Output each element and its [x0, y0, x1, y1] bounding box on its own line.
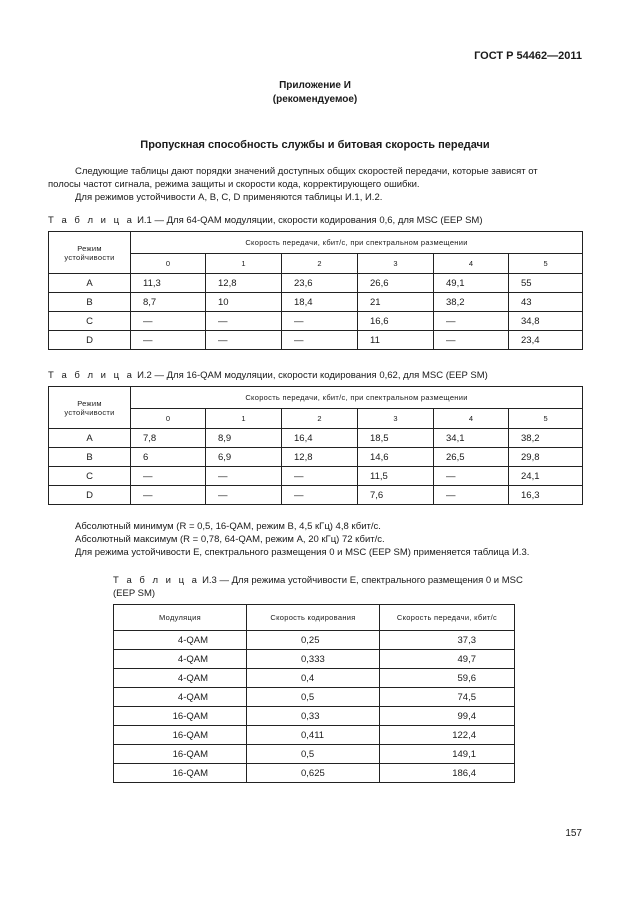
rate-cell: 12,8 — [206, 274, 282, 293]
note-line-1: Абсолютный минимум (R = 0,5, 16-QAM, режим B, 4,5 кГц) 4,8 кбит/с. — [75, 521, 381, 532]
rate-cell: 24,1 — [509, 467, 583, 486]
mode-cell: C — [49, 467, 131, 486]
table1-index-cell: 0 — [131, 254, 206, 274]
table-row — [49, 429, 583, 448]
rate-cell: 23,4 — [509, 331, 583, 350]
appendix-title: Приложение И — [279, 80, 351, 91]
modulation-cell: 16-QAM — [114, 707, 247, 726]
rate-cell: 18,5 — [358, 429, 434, 448]
bit-rate-cell: 49,7 — [380, 650, 515, 669]
table-row — [114, 707, 515, 726]
rate-cell: — — [282, 486, 358, 505]
table1-index-cell: 2 — [282, 254, 358, 274]
table3-caption — [113, 575, 523, 586]
table3-caption-prefix: Т а б л и ц а — [113, 575, 200, 586]
code-rate-cell: 0,5 — [247, 688, 380, 707]
bit-rate-cell: 149,1 — [380, 745, 515, 764]
table3-header-bit-rate: Скорость передачи, кбит/с — [380, 605, 515, 631]
rate-cell: — — [434, 331, 509, 350]
modulation-cell: 4-QAM — [114, 650, 247, 669]
rate-cell: — — [282, 467, 358, 486]
rate-cell: 38,2 — [509, 429, 583, 448]
bit-rate-cell: 37,3 — [380, 631, 515, 650]
rate-cell: 11 — [358, 331, 434, 350]
table3-header-code-rate: Скорость кодирования — [247, 605, 380, 631]
table2 — [48, 386, 583, 505]
mode-cell: A — [49, 429, 131, 448]
table2-header-rate: Скорость передачи, кбит/с, при спектральном размещении — [131, 387, 583, 409]
mode-cell: B — [49, 293, 131, 312]
code-rate-cell: 0,333 — [247, 650, 380, 669]
table1-index-cell: 3 — [358, 254, 434, 274]
table-row — [114, 726, 515, 745]
code-rate-cell: 0,25 — [247, 631, 380, 650]
table2-caption-text: И.2 — Для 16-QAM модуляции, скорости кодирования 0,62, для MSC (EEP SM) — [137, 370, 488, 381]
table-row — [114, 745, 515, 764]
bit-rate-cell: 59,6 — [380, 669, 515, 688]
page-number: 157 — [565, 828, 582, 839]
rate-cell: 29,8 — [509, 448, 583, 467]
rate-cell: 38,2 — [434, 293, 509, 312]
code-rate-cell: 0,5 — [247, 745, 380, 764]
code-rate-cell: 0,4 — [247, 669, 380, 688]
bit-rate-cell: 74,5 — [380, 688, 515, 707]
table3-header-modulation: Модуляция — [114, 605, 247, 631]
table-row — [114, 650, 515, 669]
code-rate-cell: 0,411 — [247, 726, 380, 745]
rate-cell: 6,9 — [206, 448, 282, 467]
rate-cell: 11,5 — [358, 467, 434, 486]
modulation-cell: 4-QAM — [114, 688, 247, 707]
table2-header-mode — [49, 387, 131, 429]
table2-index-cell: 5 — [509, 409, 583, 429]
rate-cell: — — [206, 312, 282, 331]
bit-rate-cell: 186,4 — [380, 764, 515, 783]
table2-header-mode-line2: устойчивости — [64, 407, 115, 417]
table1-header-mode-line1: Режим — [77, 243, 102, 253]
table1-index-cell: 4 — [434, 254, 509, 274]
table3 — [113, 604, 515, 783]
rate-cell: 14,6 — [358, 448, 434, 467]
modulation-cell: 16-QAM — [114, 726, 247, 745]
modulation-cell: 16-QAM — [114, 745, 247, 764]
table2-index-cell: 1 — [206, 409, 282, 429]
table-row — [49, 312, 583, 331]
table2-index-cell: 4 — [434, 409, 509, 429]
rate-cell: 18,4 — [282, 293, 358, 312]
rate-cell: — — [131, 312, 206, 331]
rate-cell: 55 — [509, 274, 583, 293]
rate-cell: 10 — [206, 293, 282, 312]
code-rate-cell: 0,33 — [247, 707, 380, 726]
table3-caption-text: И.3 — Для режима устойчивости E, спектрального размещения 0 и MSC — [202, 575, 523, 586]
rate-cell: — — [206, 467, 282, 486]
modulation-cell: 4-QAM — [114, 631, 247, 650]
table-row — [49, 293, 583, 312]
rate-cell: — — [282, 331, 358, 350]
rate-cell: 34,8 — [509, 312, 583, 331]
rate-cell: — — [282, 312, 358, 331]
rate-cell: 8,7 — [131, 293, 206, 312]
rate-cell: 8,9 — [206, 429, 282, 448]
mode-cell: D — [49, 486, 131, 505]
table2-header-mode-line1: Режим — [77, 398, 102, 408]
rate-cell: 43 — [509, 293, 583, 312]
modulation-cell: 4-QAM — [114, 669, 247, 688]
rate-cell: 16,3 — [509, 486, 583, 505]
rate-cell: 11,3 — [131, 274, 206, 293]
table-row — [49, 448, 583, 467]
rate-cell: 7,8 — [131, 429, 206, 448]
appendix-subtitle: (рекомендуемое) — [272, 94, 358, 105]
table1-header-mode — [49, 232, 131, 274]
table-row — [114, 764, 515, 783]
table2-index-cell: 3 — [358, 409, 434, 429]
table-row — [114, 688, 515, 707]
rate-cell: 7,6 — [358, 486, 434, 505]
table-row — [49, 486, 583, 505]
rate-cell: 26,5 — [434, 448, 509, 467]
note-line-2: Абсолютный максимум (R = 0,78, 64-QAM, режим A, 20 кГц) 72 кбит/с. — [75, 534, 385, 545]
rate-cell: 16,4 — [282, 429, 358, 448]
table3-caption-line-2: (EEP SM) — [113, 588, 156, 599]
table1-index-cell: 1 — [206, 254, 282, 274]
section-heading: Пропускная способность службы и битовая скорость передачи — [140, 139, 490, 151]
rate-cell: 6 — [131, 448, 206, 467]
modulation-cell: 16-QAM — [114, 764, 247, 783]
mode-cell: A — [49, 274, 131, 293]
table-row — [114, 669, 515, 688]
rate-cell: 49,1 — [434, 274, 509, 293]
bit-rate-cell: 122,4 — [380, 726, 515, 745]
table-row — [49, 331, 583, 350]
table-row — [114, 631, 515, 650]
intro-line-3: Для режимов устойчивости A, B, C, D применяются таблицы И.1, И.2. — [75, 192, 383, 203]
rate-cell: 12,8 — [282, 448, 358, 467]
intro-line-2: полосы частот сигнала, режима защиты и скорости кода, корректирующего ошибки. — [48, 179, 420, 190]
table2-index-cell: 2 — [282, 409, 358, 429]
standard-number: ГОСТ Р 54462—2011 — [474, 50, 582, 62]
table1-caption-text: И.1 — Для 64-QAM модуляции, скорости кодирования 0,6, для MSC (EEP SM) — [137, 215, 483, 226]
rate-cell: 26,6 — [358, 274, 434, 293]
rate-cell: — — [206, 331, 282, 350]
table-row — [49, 467, 583, 486]
table1-index-cell: 5 — [509, 254, 583, 274]
rate-cell: — — [434, 312, 509, 331]
rate-cell: 34,1 — [434, 429, 509, 448]
mode-cell: C — [49, 312, 131, 331]
rate-cell: 21 — [358, 293, 434, 312]
table2-index-cell: 0 — [131, 409, 206, 429]
table1-header-mode-line2: устойчивости — [64, 252, 115, 262]
note-line-3: Для режима устойчивости E, спектрального размещения 0 и MSC (EEP SM) применяется таблица И.3. — [75, 547, 530, 558]
mode-cell: B — [49, 448, 131, 467]
table2-caption — [48, 370, 488, 381]
bit-rate-cell: 99,4 — [380, 707, 515, 726]
table-row — [49, 274, 583, 293]
rate-cell: — — [434, 467, 509, 486]
table1 — [48, 231, 583, 350]
rate-cell: — — [131, 467, 206, 486]
table1-caption — [48, 215, 483, 226]
table1-header-rate: Скорость передачи, кбит/с, при спектральном размещении — [131, 232, 583, 254]
table2-caption-prefix: Т а б л и ц а — [48, 370, 135, 381]
rate-cell: 23,6 — [282, 274, 358, 293]
rate-cell: 16,6 — [358, 312, 434, 331]
rate-cell: — — [434, 486, 509, 505]
rate-cell: — — [206, 486, 282, 505]
rate-cell: — — [131, 486, 206, 505]
intro-line-1: Следующие таблицы дают порядки значений доступных общих скоростей передачи, которые зависят от — [75, 166, 538, 177]
rate-cell: — — [131, 331, 206, 350]
code-rate-cell: 0,625 — [247, 764, 380, 783]
table1-caption-prefix: Т а б л и ц а — [48, 215, 135, 226]
mode-cell: D — [49, 331, 131, 350]
